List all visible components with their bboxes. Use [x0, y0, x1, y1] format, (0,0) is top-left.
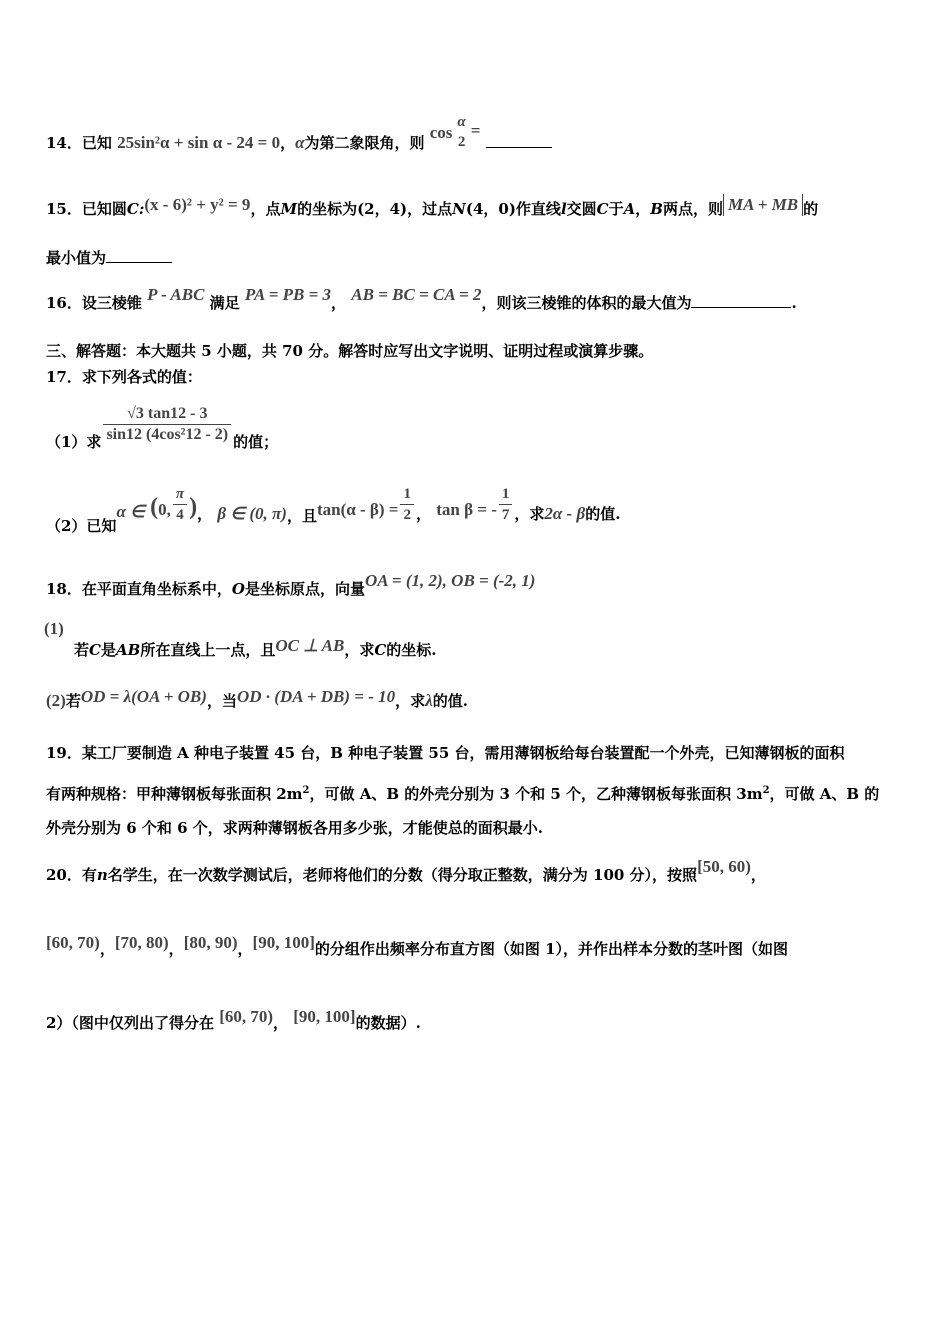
text: ，: [280, 134, 296, 152]
bracket-left: (: [150, 493, 159, 520]
text: ，: [750, 866, 766, 884]
question-15: [46, 195, 910, 220]
text: 两点，则: [662, 200, 723, 218]
question-number: 14．: [46, 134, 82, 152]
math-symbol: C: [89, 641, 101, 659]
text: 已知: [81, 134, 112, 152]
text: 若: [65, 692, 81, 710]
math-symbol: α: [295, 133, 305, 152]
math-symbol: C: [374, 641, 387, 659]
part-label: (1): [44, 619, 64, 638]
math-symbol: A: [623, 200, 636, 218]
text: (4，0)作直线: [465, 200, 561, 218]
math-fraction: $\frac{1}{2}$: [400, 484, 414, 525]
question-14: [46, 114, 910, 164]
math-symbol: n: [96, 866, 108, 884]
math-equation: OD = λ(OA + OB): [80, 687, 207, 706]
text: ，且: [286, 506, 317, 525]
math-symbol: O: [231, 580, 245, 598]
text: 为第二象限角，则: [304, 134, 425, 152]
text: 于: [608, 200, 624, 218]
answer-blank[interactable]: [691, 293, 791, 308]
text: 所在直线上一点，且: [140, 641, 276, 659]
math-fraction: $\frac{1}{7}$: [499, 484, 513, 525]
math-expr: β ∈ (0, π): [217, 503, 287, 523]
question-19-line-3: 外壳分别为 6 个和 6 个，求两种薄钢板各用多少张，才能使总的面积最小.: [46, 819, 543, 837]
part-1-text: [74, 636, 437, 661]
bracket-right: ): [189, 493, 198, 520]
text: 有: [81, 866, 97, 884]
math-condition: OC ⊥ AB: [275, 636, 345, 655]
text: 的数据）.: [355, 1014, 421, 1032]
math-vectors: OA = (1, 2), OB = (-2, 1): [364, 571, 536, 590]
question-17-part-1: [46, 404, 910, 454]
math-expr: tan(α - β) =: [316, 499, 399, 519]
text: ，当: [206, 692, 237, 710]
text: 满足: [209, 294, 240, 312]
interval: [80, 90): [183, 933, 238, 952]
text: 是坐标原点，向量: [244, 580, 365, 598]
text: ，求: [395, 692, 426, 710]
math-symbol: =: [470, 121, 481, 140]
text: 是: [100, 641, 116, 659]
text: ，: [273, 1014, 289, 1032]
question-18-part-1: [44, 619, 910, 666]
text: 若: [74, 641, 90, 659]
question-19-line-1: 19．某工厂要制造 A 种电子装置 45 台，B 种电子装置 55 台，需用薄钢板给每台装置配一个外壳，已知薄钢板的面积: [46, 744, 845, 762]
math-symbol: C:: [126, 200, 145, 218]
text: 的值.: [585, 504, 621, 523]
math-equation: PA = PB = 3: [244, 285, 332, 304]
question-18: [46, 571, 910, 600]
question-number: 18．: [46, 580, 82, 598]
superscript: 2: [762, 785, 770, 796]
interval: [60, 70): [46, 933, 100, 952]
text: 的坐标为(2，4)，过点: [297, 200, 453, 218]
question-18-part-2: [46, 687, 910, 712]
math-symbol: B: [650, 200, 663, 218]
math-symbol: AB: [115, 641, 141, 659]
math-fraction: $\frac{\pi}{4}$: [173, 484, 187, 525]
math-symbol: N: [452, 200, 466, 218]
math-expr: tan β = -: [436, 499, 497, 519]
math-fraction: $\frac{√3 \tan 12 - 3}{\text{sin12 (4cos²12 - 2)}}$: [103, 404, 231, 445]
math-expr: 2α - β: [544, 503, 586, 523]
superscript: 2: [302, 785, 310, 796]
text: .: [791, 294, 797, 312]
text: ，则该三棱锥的体积的最大值为: [481, 294, 692, 312]
interval: [90, 100]: [252, 933, 315, 952]
question-20-line-1: [46, 857, 910, 886]
text: ，: [415, 504, 431, 523]
math-symbol: λ: [425, 691, 433, 710]
math-fraction: α 2: [457, 114, 466, 150]
text: 已知圆: [81, 200, 127, 218]
question-15-line-2: [46, 247, 910, 269]
math-vector-norm: MA + MB: [723, 194, 803, 216]
question-number: 15．: [46, 200, 82, 218]
text: ，点: [250, 200, 281, 218]
text: ，: [168, 940, 184, 958]
question-19-line-2: [46, 780, 910, 805]
answer-blank[interactable]: [106, 248, 172, 263]
text: 名学生，在一次数学测试后，老师将他们的分数（得分取正整数，满分为 100 分），按照: [107, 866, 698, 884]
text: 在平面直角坐标系中，: [81, 580, 232, 598]
text: 2）（图中仅列出了得分在: [46, 1014, 214, 1032]
math-expr: α ∈: [116, 501, 145, 521]
text: ，可做 A、B 的外壳分别为 3 个和 5 个，乙种薄钢板每张面积 3m: [309, 785, 763, 803]
text: 最小值为: [46, 249, 107, 267]
text: ，: [237, 940, 253, 958]
question-number: 16．: [46, 294, 82, 312]
text: 的坐标.: [386, 641, 437, 659]
text: 的值；: [233, 432, 279, 451]
text: 的: [803, 200, 819, 218]
math-equation: 25sin²α + sin α - 24 = 0: [117, 133, 281, 152]
text: 交圆: [566, 200, 597, 218]
text: ，: [99, 940, 115, 958]
section-heading: 三、解答题：本大题共 5 小题，共 70 分。解答时应写出文字说明、证明过程或演算步骤。: [46, 342, 654, 360]
text: ，: [197, 504, 213, 523]
question-17-title: 17．求下列各式的值：: [46, 368, 202, 386]
math-expr: P - ABC: [147, 285, 205, 304]
interval: [60, 70): [219, 1007, 274, 1026]
question-16: [46, 285, 910, 314]
math-func: cos: [429, 123, 453, 142]
text: 的分组作出频率分布直方图（如图 1），并作出样本分数的茎叶图（如图: [314, 940, 789, 958]
text: 的值.: [432, 692, 468, 710]
text: ，求: [344, 641, 375, 659]
math-expr: 0,: [158, 499, 171, 519]
text: 有两种规格：甲种薄钢板每张面积 2m: [46, 785, 303, 803]
question-17-part-2: [46, 484, 910, 534]
text: ，可做 A、B 的: [769, 785, 880, 803]
math-symbol: M: [280, 200, 298, 218]
text: ，: [331, 294, 347, 312]
answer-blank[interactable]: [486, 133, 552, 148]
math-symbol: C: [596, 200, 609, 218]
text: ，求: [514, 504, 545, 523]
interval: [90, 100]: [293, 1007, 356, 1026]
math-equation: OD · (DA + DB) = - 10: [236, 687, 396, 706]
text: ，: [635, 200, 651, 218]
part-label: (2): [46, 691, 66, 710]
text: （2）已知: [46, 516, 117, 535]
question-20-line-3: [46, 1007, 910, 1034]
interval: [70, 80): [114, 933, 169, 952]
interval: [50, 60): [697, 857, 751, 876]
text: 设三棱锥: [81, 294, 142, 312]
math-symbol: l: [560, 200, 567, 218]
question-number: 20．: [46, 866, 82, 884]
text: （1）求: [46, 432, 102, 451]
math-equation: AB = BC = CA = 2: [351, 285, 482, 304]
question-20-line-2: [46, 933, 910, 960]
math-equation: (x - 6)² + y² = 9: [144, 195, 251, 214]
